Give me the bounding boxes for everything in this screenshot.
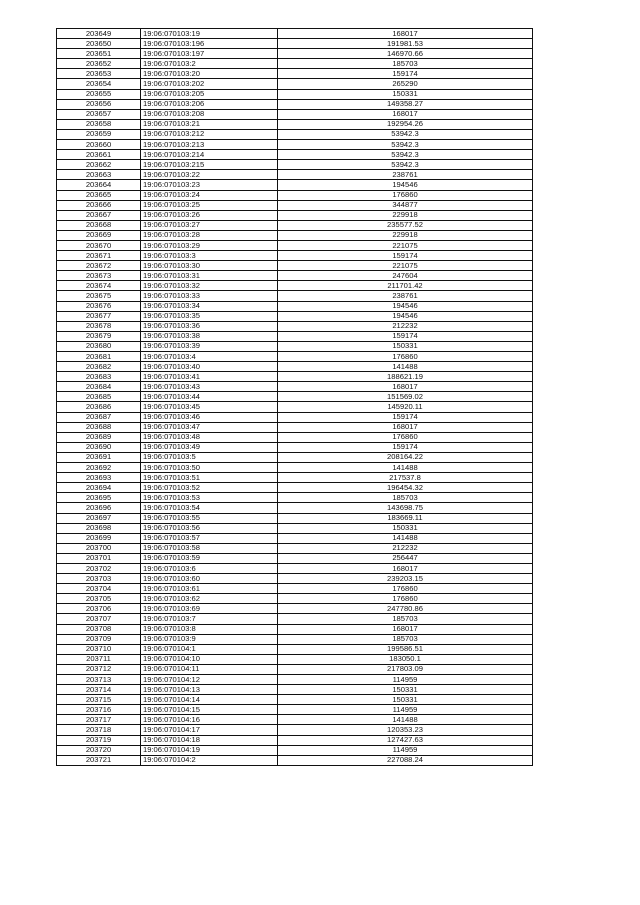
table-row bbox=[57, 170, 533, 180]
value-cell: 159174 bbox=[278, 442, 533, 452]
table-row bbox=[57, 230, 533, 240]
cadastral-number-cell: 19:06:070103:54 bbox=[141, 503, 278, 513]
table-row bbox=[57, 664, 533, 674]
value-cell: 212232 bbox=[278, 321, 533, 331]
table-row bbox=[57, 543, 533, 553]
cadastral-number-cell: 19:06:070103:56 bbox=[141, 523, 278, 533]
table-row bbox=[57, 39, 533, 49]
cadastral-number-cell: 19:06:070103:28 bbox=[141, 230, 278, 240]
table-row bbox=[57, 725, 533, 735]
value-cell: 150331 bbox=[278, 341, 533, 351]
row-number-cell: 203714 bbox=[57, 685, 141, 695]
cadastral-number-cell: 19:06:070103:41 bbox=[141, 372, 278, 382]
table-row bbox=[57, 99, 533, 109]
table-row bbox=[57, 503, 533, 513]
row-number-cell: 203712 bbox=[57, 664, 141, 674]
row-number-cell: 203711 bbox=[57, 654, 141, 664]
table-row bbox=[57, 49, 533, 59]
value-cell: 150331 bbox=[278, 685, 533, 695]
table-row bbox=[57, 79, 533, 89]
table-row bbox=[57, 493, 533, 503]
row-number-cell: 203668 bbox=[57, 220, 141, 230]
cadastral-number-cell: 19:06:070103:58 bbox=[141, 543, 278, 553]
cadastral-number-cell: 19:06:070103:61 bbox=[141, 584, 278, 594]
table-row bbox=[57, 129, 533, 139]
table-row bbox=[57, 644, 533, 654]
table-row bbox=[57, 755, 533, 765]
table-row bbox=[57, 604, 533, 614]
value-cell: 114959 bbox=[278, 675, 533, 685]
row-number-cell: 203663 bbox=[57, 170, 141, 180]
value-cell: 176860 bbox=[278, 190, 533, 200]
cadastral-number-cell: 19:06:070104:2 bbox=[141, 755, 278, 765]
row-number-cell: 203672 bbox=[57, 261, 141, 271]
table-row bbox=[57, 695, 533, 705]
row-number-cell: 203661 bbox=[57, 150, 141, 160]
value-cell: 150331 bbox=[278, 523, 533, 533]
table-row bbox=[57, 685, 533, 695]
row-number-cell: 203686 bbox=[57, 402, 141, 412]
value-cell: 141488 bbox=[278, 463, 533, 473]
cadastral-number-cell: 19:06:070103:44 bbox=[141, 392, 278, 402]
value-cell: 208164.22 bbox=[278, 452, 533, 462]
value-cell: 150331 bbox=[278, 89, 533, 99]
row-number-cell: 203669 bbox=[57, 230, 141, 240]
table-row bbox=[57, 140, 533, 150]
row-number-cell: 203665 bbox=[57, 190, 141, 200]
cadastral-number-cell: 19:06:070104:15 bbox=[141, 705, 278, 715]
cadastral-number-cell: 19:06:070103:206 bbox=[141, 99, 278, 109]
row-number-cell: 203670 bbox=[57, 240, 141, 250]
row-number-cell: 203689 bbox=[57, 432, 141, 442]
row-number-cell: 203658 bbox=[57, 119, 141, 129]
value-cell: 53942.3 bbox=[278, 150, 533, 160]
row-number-cell: 203704 bbox=[57, 584, 141, 594]
row-number-cell: 203683 bbox=[57, 372, 141, 382]
cadastral-number-cell: 19:06:070103:34 bbox=[141, 301, 278, 311]
table-row bbox=[57, 533, 533, 543]
row-number-cell: 203702 bbox=[57, 563, 141, 573]
table-row bbox=[57, 422, 533, 432]
row-number-cell: 203666 bbox=[57, 200, 141, 210]
cadastral-number-cell: 19:06:070103:212 bbox=[141, 129, 278, 139]
value-cell: 235577.52 bbox=[278, 220, 533, 230]
table-row bbox=[57, 594, 533, 604]
table-row bbox=[57, 59, 533, 69]
table-row bbox=[57, 614, 533, 624]
value-cell: 344877 bbox=[278, 200, 533, 210]
row-number-cell: 203696 bbox=[57, 503, 141, 513]
cadastral-number-cell: 19:06:070103:9 bbox=[141, 634, 278, 644]
value-cell: 247780.86 bbox=[278, 604, 533, 614]
cadastral-number-cell: 19:06:070103:19 bbox=[141, 29, 278, 39]
table-row bbox=[57, 402, 533, 412]
value-cell: 185703 bbox=[278, 614, 533, 624]
cadastral-number-cell: 19:06:070103:60 bbox=[141, 574, 278, 584]
cadastral-number-cell: 19:06:070103:51 bbox=[141, 473, 278, 483]
cadastral-number-cell: 19:06:070103:38 bbox=[141, 331, 278, 341]
cadastral-number-cell: 19:06:070103:45 bbox=[141, 402, 278, 412]
row-number-cell: 203653 bbox=[57, 69, 141, 79]
cadastral-number-cell: 19:06:070103:35 bbox=[141, 311, 278, 321]
table-row bbox=[57, 553, 533, 563]
value-cell: 53942.3 bbox=[278, 129, 533, 139]
value-cell: 53942.3 bbox=[278, 160, 533, 170]
table-row bbox=[57, 634, 533, 644]
cadastral-number-cell: 19:06:070103:214 bbox=[141, 150, 278, 160]
row-number-cell: 203649 bbox=[57, 29, 141, 39]
table-row bbox=[57, 109, 533, 119]
value-cell: 221075 bbox=[278, 240, 533, 250]
value-cell: 53942.3 bbox=[278, 140, 533, 150]
cadastral-number-cell: 19:06:070103:6 bbox=[141, 563, 278, 573]
value-cell: 185703 bbox=[278, 59, 533, 69]
cadastral-number-cell: 19:06:070103:50 bbox=[141, 463, 278, 473]
value-cell: 221075 bbox=[278, 261, 533, 271]
row-number-cell: 203674 bbox=[57, 281, 141, 291]
row-number-cell: 203690 bbox=[57, 442, 141, 452]
value-cell: 168017 bbox=[278, 109, 533, 119]
table-row bbox=[57, 240, 533, 250]
row-number-cell: 203685 bbox=[57, 392, 141, 402]
cadastral-number-cell: 19:06:070104:11 bbox=[141, 664, 278, 674]
table-row bbox=[57, 675, 533, 685]
row-number-cell: 203703 bbox=[57, 574, 141, 584]
row-number-cell: 203701 bbox=[57, 553, 141, 563]
cadastral-number-cell: 19:06:070103:205 bbox=[141, 89, 278, 99]
row-number-cell: 203707 bbox=[57, 614, 141, 624]
table-row bbox=[57, 261, 533, 271]
row-number-cell: 203682 bbox=[57, 362, 141, 372]
table-row bbox=[57, 372, 533, 382]
value-cell: 227088.24 bbox=[278, 755, 533, 765]
value-cell: 217537.8 bbox=[278, 473, 533, 483]
cadastral-number-cell: 19:06:070103:46 bbox=[141, 412, 278, 422]
value-cell: 168017 bbox=[278, 422, 533, 432]
cadastral-number-cell: 19:06:070103:4 bbox=[141, 352, 278, 362]
cadastral-number-cell: 19:06:070103:8 bbox=[141, 624, 278, 634]
cadastral-number-cell: 19:06:070103:31 bbox=[141, 271, 278, 281]
row-number-cell: 203691 bbox=[57, 452, 141, 462]
cadastral-number-cell: 19:06:070103:55 bbox=[141, 513, 278, 523]
value-cell: 238761 bbox=[278, 291, 533, 301]
table-row bbox=[57, 180, 533, 190]
cadastral-number-cell: 19:06:070103:53 bbox=[141, 493, 278, 503]
table-row bbox=[57, 69, 533, 79]
row-number-cell: 203679 bbox=[57, 331, 141, 341]
value-cell: 256447 bbox=[278, 553, 533, 563]
table-row bbox=[57, 220, 533, 230]
row-number-cell: 203719 bbox=[57, 735, 141, 745]
value-cell: 183050.1 bbox=[278, 654, 533, 664]
row-number-cell: 203650 bbox=[57, 39, 141, 49]
value-cell: 185703 bbox=[278, 493, 533, 503]
table-row bbox=[57, 301, 533, 311]
value-cell: 194546 bbox=[278, 301, 533, 311]
row-number-cell: 203676 bbox=[57, 301, 141, 311]
row-number-cell: 203655 bbox=[57, 89, 141, 99]
value-cell: 229918 bbox=[278, 210, 533, 220]
table-row bbox=[57, 160, 533, 170]
value-cell: 168017 bbox=[278, 29, 533, 39]
row-number-cell: 203698 bbox=[57, 523, 141, 533]
row-number-cell: 203717 bbox=[57, 715, 141, 725]
cadastral-number-cell: 19:06:070104:16 bbox=[141, 715, 278, 725]
value-cell: 176860 bbox=[278, 352, 533, 362]
row-number-cell: 203693 bbox=[57, 473, 141, 483]
table-row bbox=[57, 654, 533, 664]
value-cell: 217803.09 bbox=[278, 664, 533, 674]
row-number-cell: 203656 bbox=[57, 99, 141, 109]
table-row bbox=[57, 392, 533, 402]
table-body bbox=[57, 29, 533, 766]
row-number-cell: 203697 bbox=[57, 513, 141, 523]
cadastral-number-cell: 19:06:070103:39 bbox=[141, 341, 278, 351]
cadastral-number-cell: 19:06:070103:43 bbox=[141, 382, 278, 392]
table-row bbox=[57, 190, 533, 200]
row-number-cell: 203709 bbox=[57, 634, 141, 644]
cadastral-number-cell: 19:06:070104:18 bbox=[141, 735, 278, 745]
table-row bbox=[57, 362, 533, 372]
value-cell: 149358.27 bbox=[278, 99, 533, 109]
cadastral-number-cell: 19:06:070103:3 bbox=[141, 251, 278, 261]
value-cell: 120353.23 bbox=[278, 725, 533, 735]
table-row bbox=[57, 89, 533, 99]
value-cell: 247604 bbox=[278, 271, 533, 281]
value-cell: 191981.53 bbox=[278, 39, 533, 49]
table-row bbox=[57, 281, 533, 291]
value-cell: 141488 bbox=[278, 362, 533, 372]
cadastral-number-cell: 19:06:070103:69 bbox=[141, 604, 278, 614]
value-cell: 150331 bbox=[278, 695, 533, 705]
cadastral-number-cell: 19:06:070103:215 bbox=[141, 160, 278, 170]
value-cell: 183669.11 bbox=[278, 513, 533, 523]
value-cell: 146970.66 bbox=[278, 49, 533, 59]
row-number-cell: 203720 bbox=[57, 745, 141, 755]
value-cell: 194546 bbox=[278, 180, 533, 190]
table-row bbox=[57, 352, 533, 362]
value-cell: 212232 bbox=[278, 543, 533, 553]
cadastral-number-cell: 19:06:070103:62 bbox=[141, 594, 278, 604]
cadastral-number-cell: 19:06:070103:30 bbox=[141, 261, 278, 271]
row-number-cell: 203662 bbox=[57, 160, 141, 170]
table-row bbox=[57, 291, 533, 301]
cadastral-number-cell: 19:06:070103:40 bbox=[141, 362, 278, 372]
table-row bbox=[57, 311, 533, 321]
table-row bbox=[57, 523, 533, 533]
value-cell: 192954.26 bbox=[278, 119, 533, 129]
table-row bbox=[57, 442, 533, 452]
cadastral-number-cell: 19:06:070103:57 bbox=[141, 533, 278, 543]
cadastral-number-cell: 19:06:070103:33 bbox=[141, 291, 278, 301]
row-number-cell: 203671 bbox=[57, 251, 141, 261]
row-number-cell: 203660 bbox=[57, 140, 141, 150]
value-cell: 141488 bbox=[278, 533, 533, 543]
row-number-cell: 203716 bbox=[57, 705, 141, 715]
value-cell: 145920.11 bbox=[278, 402, 533, 412]
cadastral-number-cell: 19:06:070104:13 bbox=[141, 685, 278, 695]
row-number-cell: 203713 bbox=[57, 675, 141, 685]
table-row bbox=[57, 483, 533, 493]
table-row bbox=[57, 29, 533, 39]
table-row bbox=[57, 341, 533, 351]
row-number-cell: 203675 bbox=[57, 291, 141, 301]
value-cell: 199586.51 bbox=[278, 644, 533, 654]
row-number-cell: 203659 bbox=[57, 129, 141, 139]
cadastral-number-cell: 19:06:070104:1 bbox=[141, 644, 278, 654]
row-number-cell: 203651 bbox=[57, 49, 141, 59]
row-number-cell: 203677 bbox=[57, 311, 141, 321]
table-row bbox=[57, 563, 533, 573]
row-number-cell: 203721 bbox=[57, 755, 141, 765]
value-cell: 194546 bbox=[278, 311, 533, 321]
table-row bbox=[57, 119, 533, 129]
table-row bbox=[57, 210, 533, 220]
table-row bbox=[57, 735, 533, 745]
table-row bbox=[57, 705, 533, 715]
row-number-cell: 203680 bbox=[57, 341, 141, 351]
value-cell: 127427.63 bbox=[278, 735, 533, 745]
row-number-cell: 203699 bbox=[57, 533, 141, 543]
cadastral-number-cell: 19:06:070103:27 bbox=[141, 220, 278, 230]
row-number-cell: 203694 bbox=[57, 483, 141, 493]
cadastral-number-cell: 19:06:070103:26 bbox=[141, 210, 278, 220]
table-row bbox=[57, 624, 533, 634]
cadastral-number-cell: 19:06:070103:49 bbox=[141, 442, 278, 452]
cadastral-number-cell: 19:06:070104:17 bbox=[141, 725, 278, 735]
cadastral-number-cell: 19:06:070103:47 bbox=[141, 422, 278, 432]
row-number-cell: 203695 bbox=[57, 493, 141, 503]
cadastral-number-cell: 19:06:070103:32 bbox=[141, 281, 278, 291]
row-number-cell: 203687 bbox=[57, 412, 141, 422]
row-number-cell: 203673 bbox=[57, 271, 141, 281]
row-number-cell: 203678 bbox=[57, 321, 141, 331]
value-cell: 114959 bbox=[278, 745, 533, 755]
value-cell: 176860 bbox=[278, 432, 533, 442]
cadastral-number-cell: 19:06:070103:197 bbox=[141, 49, 278, 59]
table-row bbox=[57, 584, 533, 594]
value-cell: 176860 bbox=[278, 594, 533, 604]
value-cell: 159174 bbox=[278, 251, 533, 261]
value-cell: 159174 bbox=[278, 331, 533, 341]
cadastral-number-cell: 19:06:070103:196 bbox=[141, 39, 278, 49]
table-row bbox=[57, 745, 533, 755]
cadastral-number-cell: 19:06:070103:5 bbox=[141, 452, 278, 462]
cadastral-number-cell: 19:06:070103:22 bbox=[141, 170, 278, 180]
table-row bbox=[57, 331, 533, 341]
row-number-cell: 203664 bbox=[57, 180, 141, 190]
cadastral-number-cell: 19:06:070103:25 bbox=[141, 200, 278, 210]
cadastral-number-cell: 19:06:070103:2 bbox=[141, 59, 278, 69]
data-table bbox=[56, 28, 533, 766]
row-number-cell: 203706 bbox=[57, 604, 141, 614]
table-row bbox=[57, 412, 533, 422]
table-row bbox=[57, 715, 533, 725]
value-cell: 239203.15 bbox=[278, 574, 533, 584]
cadastral-number-cell: 19:06:070103:213 bbox=[141, 140, 278, 150]
row-number-cell: 203692 bbox=[57, 463, 141, 473]
value-cell: 168017 bbox=[278, 624, 533, 634]
value-cell: 176860 bbox=[278, 584, 533, 594]
row-number-cell: 203715 bbox=[57, 695, 141, 705]
table-row bbox=[57, 432, 533, 442]
cadastral-number-cell: 19:06:070104:19 bbox=[141, 745, 278, 755]
value-cell: 168017 bbox=[278, 563, 533, 573]
document-page bbox=[56, 28, 533, 766]
value-cell: 238761 bbox=[278, 170, 533, 180]
cadastral-number-cell: 19:06:070104:10 bbox=[141, 654, 278, 664]
row-number-cell: 203700 bbox=[57, 543, 141, 553]
cadastral-number-cell: 19:06:070103:59 bbox=[141, 553, 278, 563]
table-row bbox=[57, 513, 533, 523]
value-cell: 196454.32 bbox=[278, 483, 533, 493]
table-row bbox=[57, 452, 533, 462]
cadastral-number-cell: 19:06:070103:7 bbox=[141, 614, 278, 624]
cadastral-number-cell: 19:06:070103:52 bbox=[141, 483, 278, 493]
value-cell: 185703 bbox=[278, 634, 533, 644]
value-cell: 159174 bbox=[278, 412, 533, 422]
table-row bbox=[57, 463, 533, 473]
value-cell: 114959 bbox=[278, 705, 533, 715]
value-cell: 188621.19 bbox=[278, 372, 533, 382]
value-cell: 141488 bbox=[278, 715, 533, 725]
row-number-cell: 203710 bbox=[57, 644, 141, 654]
table-row bbox=[57, 473, 533, 483]
row-number-cell: 203688 bbox=[57, 422, 141, 432]
cadastral-number-cell: 19:06:070103:202 bbox=[141, 79, 278, 89]
row-number-cell: 203684 bbox=[57, 382, 141, 392]
cadastral-number-cell: 19:06:070103:20 bbox=[141, 69, 278, 79]
value-cell: 229918 bbox=[278, 230, 533, 240]
table-row bbox=[57, 321, 533, 331]
value-cell: 159174 bbox=[278, 69, 533, 79]
cadastral-number-cell: 19:06:070103:208 bbox=[141, 109, 278, 119]
value-cell: 211701.42 bbox=[278, 281, 533, 291]
cadastral-number-cell: 19:06:070103:48 bbox=[141, 432, 278, 442]
table-row bbox=[57, 271, 533, 281]
cadastral-number-cell: 19:06:070104:12 bbox=[141, 675, 278, 685]
row-number-cell: 203652 bbox=[57, 59, 141, 69]
cadastral-number-cell: 19:06:070103:21 bbox=[141, 119, 278, 129]
value-cell: 265290 bbox=[278, 79, 533, 89]
row-number-cell: 203708 bbox=[57, 624, 141, 634]
table-row bbox=[57, 574, 533, 584]
row-number-cell: 203667 bbox=[57, 210, 141, 220]
cadastral-number-cell: 19:06:070103:23 bbox=[141, 180, 278, 190]
row-number-cell: 203657 bbox=[57, 109, 141, 119]
row-number-cell: 203705 bbox=[57, 594, 141, 604]
cadastral-number-cell: 19:06:070103:29 bbox=[141, 240, 278, 250]
row-number-cell: 203718 bbox=[57, 725, 141, 735]
value-cell: 151569.02 bbox=[278, 392, 533, 402]
row-number-cell: 203654 bbox=[57, 79, 141, 89]
cadastral-number-cell: 19:06:070103:36 bbox=[141, 321, 278, 331]
value-cell: 143698.75 bbox=[278, 503, 533, 513]
table-row bbox=[57, 382, 533, 392]
cadastral-number-cell: 19:06:070103:24 bbox=[141, 190, 278, 200]
table-row bbox=[57, 150, 533, 160]
cadastral-number-cell: 19:06:070104:14 bbox=[141, 695, 278, 705]
row-number-cell: 203681 bbox=[57, 352, 141, 362]
table-row bbox=[57, 200, 533, 210]
table-row bbox=[57, 251, 533, 261]
value-cell: 168017 bbox=[278, 382, 533, 392]
